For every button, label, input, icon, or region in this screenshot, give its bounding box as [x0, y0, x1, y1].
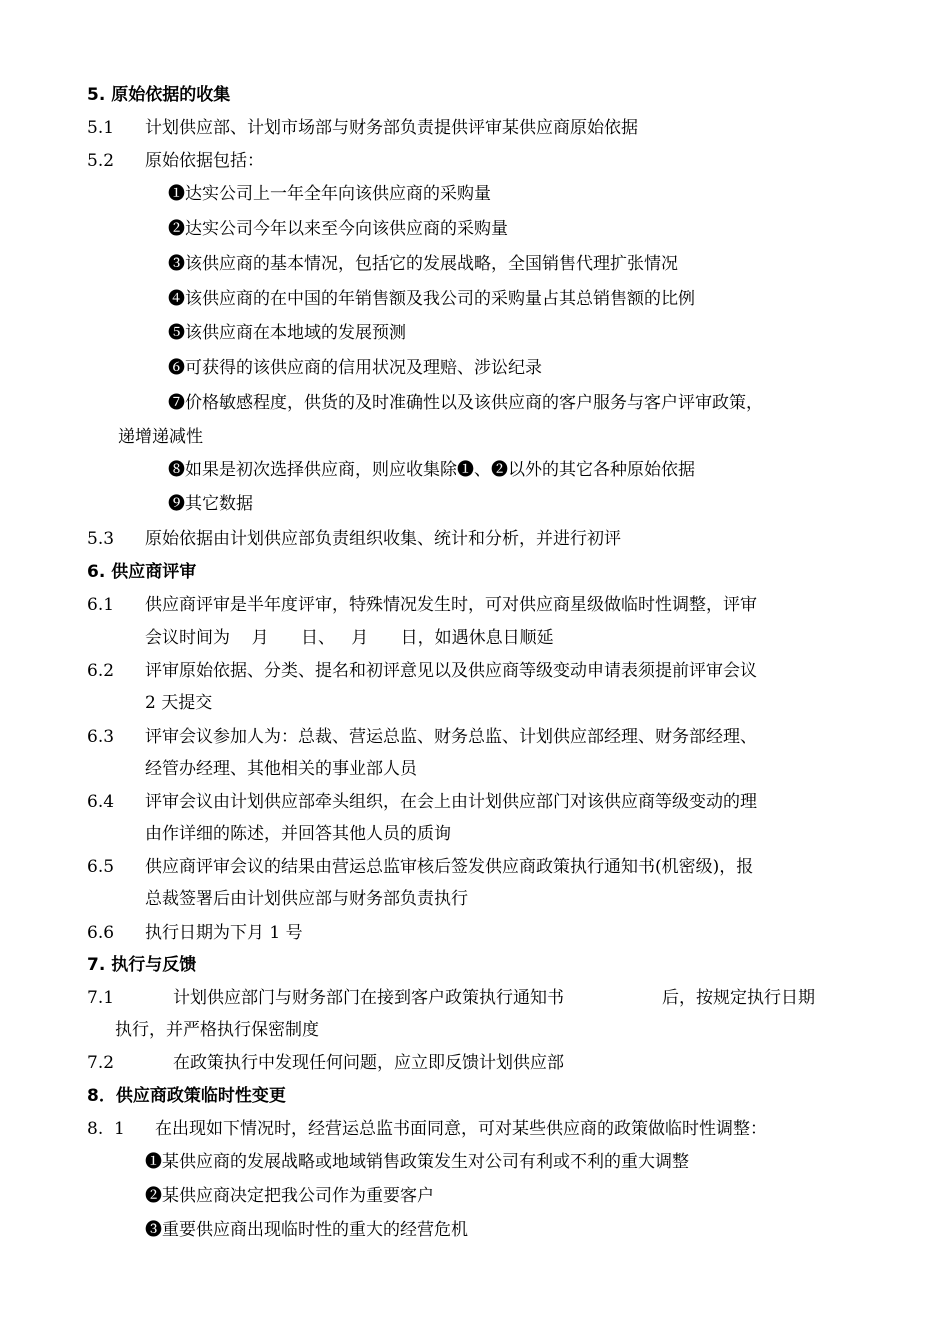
list-item: ❺该供应商在本地域的发展预测 [168, 323, 406, 343]
para-6-4-number: 6.4 [87, 792, 115, 812]
list-item-continuation: 递增递减性 [118, 427, 203, 447]
list-item: ❼价格敏感程度，供货的及时准确性以及该供应商的客户服务与客户评审政策， [168, 393, 763, 413]
para-7-1-line1-part1: 计划供应部门与财务部门在接到客户政策执行通知书 [173, 988, 564, 1008]
para-5-1-number: 5.1 [87, 118, 115, 138]
para-7-1-number: 7.1 [87, 988, 115, 1008]
list-item: ❸重要供应商出现临时性的重大的经营危机 [145, 1220, 468, 1240]
para-6-3-line2: 经管办经理、其他相关的事业部人员 [145, 759, 417, 779]
para-6-1-number: 6.1 [87, 595, 115, 615]
section-6-heading: 6. 供应商评审 [87, 562, 197, 582]
para-8-1-text: 在出现如下情况时，经营运总监书面同意，可对某些供应商的政策做临时性调整： [155, 1119, 767, 1139]
para-5-3-number: 5.3 [87, 529, 115, 549]
list-item: ❽如果是初次选择供应商，则应收集除❶、❷以外的其它各种原始依据 [168, 460, 695, 480]
section-7-heading: 7. 执行与反馈 [87, 955, 197, 975]
para-7-2-number: 7.2 [87, 1053, 115, 1073]
para-6-3-line1: 评审会议参加人为：总裁、营运总监、财务总监、计划供应部经理、财务部经理、 [145, 727, 757, 747]
para-5-1-text: 计划供应部、计划市场部与财务部负责提供评审某供应商原始依据 [145, 118, 638, 138]
para-6-4-line1: 评审会议由计划供应部牵头组织，在会上由计划供应部门对该供应商等级变动的理 [145, 792, 757, 812]
para-6-6-text: 执行日期为下月 1 号 [145, 923, 303, 943]
list-item: ❸该供应商的基本情况，包括它的发展战略，全国销售代理扩张情况 [168, 254, 678, 274]
para-7-1-line2: 执行，并严格执行保密制度 [115, 1020, 319, 1040]
para-6-5-number: 6.5 [87, 857, 115, 877]
para-6-5-line2: 总裁签署后由计划供应部与财务部负责执行 [145, 889, 468, 909]
list-item: ❾其它数据 [168, 494, 253, 514]
para-5-2-text: 原始依据包括： [145, 151, 264, 171]
para-6-4-line2: 由作详细的陈述，并回答其他人员的质询 [145, 824, 451, 844]
list-item: ❷某供应商决定把我公司作为重要客户 [145, 1186, 434, 1206]
list-item: ❶某供应商的发展战略或地域销售政策发生对公司有利或不利的重大调整 [145, 1152, 689, 1172]
para-6-2-number: 6.2 [87, 661, 115, 681]
para-8-1-number: 8. 1 [87, 1119, 125, 1139]
para-6-5-line1: 供应商评审会议的结果由营运总监审核后签发供应商政策执行通知书(机密级)，报 [145, 857, 754, 877]
para-6-2-line1: 评审原始依据、分类、提名和初评意见以及供应商等级变动申请表须提前评审会议 [145, 661, 757, 681]
para-7-1-line1-part2: 后，按规定执行日期 [662, 988, 815, 1008]
para-6-2-line2: 2 天提交 [145, 693, 213, 713]
list-item: ❷达实公司今年以来至今向该供应商的采购量 [168, 219, 508, 239]
section-5-heading: 5. 原始依据的收集 [87, 85, 231, 105]
para-6-1-line1: 供应商评审是半年度评审，特殊情况发生时，可对供应商星级做临时性调整，评审 [145, 595, 757, 615]
list-item: ❶达实公司上一年全年向该供应商的采购量 [168, 184, 491, 204]
list-item: ❻可获得的该供应商的信用状况及理赔、涉讼纪录 [168, 358, 542, 378]
para-6-6-number: 6.6 [87, 923, 115, 943]
para-6-3-number: 6.3 [87, 727, 115, 747]
list-item: ❹该供应商的在中国的年销售额及我公司的采购量占其总销售额的比例 [168, 289, 695, 309]
para-5-3-text: 原始依据由计划供应部负责组织收集、统计和分析，并进行初评 [145, 529, 621, 549]
para-7-2-text: 在政策执行中发现任何问题，应立即反馈计划供应部 [173, 1053, 564, 1073]
para-6-1-line2: 会议时间为 月 日、 月 日，如遇休息日顺延 [145, 628, 554, 648]
section-8-heading: 8．供应商政策临时性变更 [87, 1086, 286, 1106]
para-5-2-number: 5.2 [87, 151, 115, 171]
